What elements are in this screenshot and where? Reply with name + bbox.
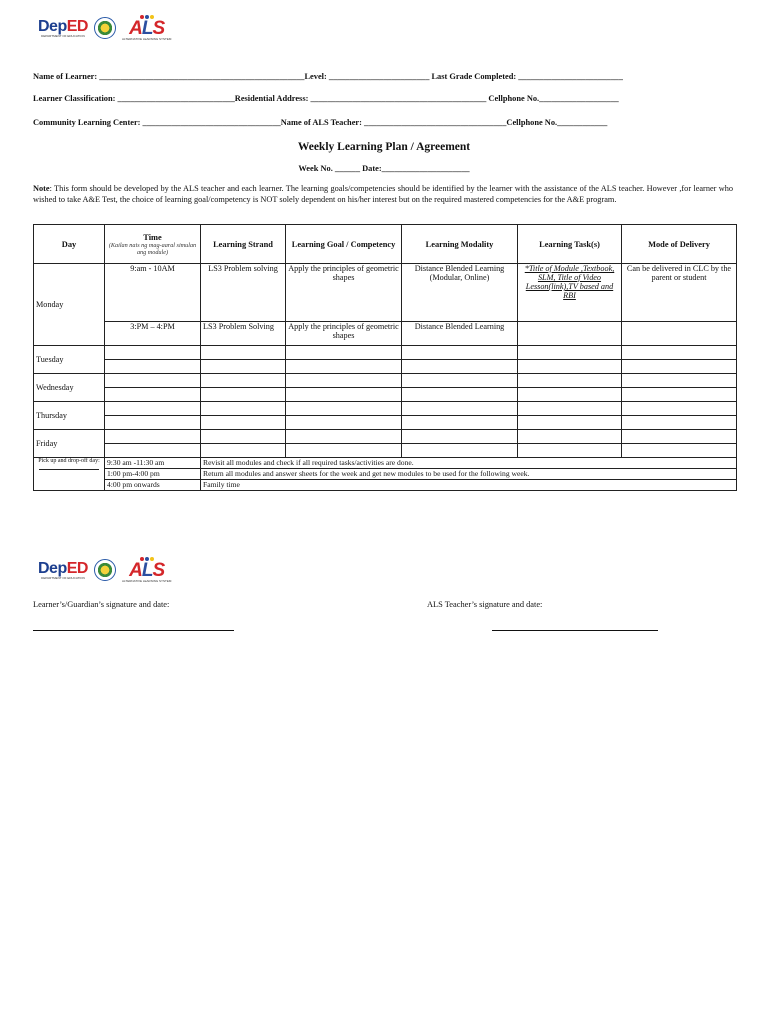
- header-modality: Learning Modality: [402, 225, 518, 264]
- cell[interactable]: [201, 360, 286, 374]
- cell[interactable]: [518, 388, 622, 402]
- learner-classification-line[interactable]: Learner Classification: ____________________________Residential Address: __________________________________________ Cellphone No.___________________: [33, 94, 619, 103]
- cell[interactable]: [201, 374, 286, 388]
- weekly-plan-table: [33, 224, 737, 491]
- cell[interactable]: [402, 374, 518, 388]
- cell[interactable]: [622, 444, 737, 458]
- cell[interactable]: [105, 402, 201, 416]
- cell[interactable]: [402, 402, 518, 416]
- table-row: [34, 374, 737, 388]
- cell[interactable]: [105, 360, 201, 374]
- monday-modality-2[interactable]: Distance Blended Learning: [402, 322, 518, 346]
- cell[interactable]: [286, 416, 402, 430]
- cell[interactable]: [105, 388, 201, 402]
- als-logo-footer: ALS ALTERNATIVE LEARNING SYSTEM: [122, 557, 171, 583]
- monday-goal-1[interactable]: Apply the principles of geometric shapes: [286, 264, 402, 322]
- header-delivery: Mode of Delivery: [622, 225, 737, 264]
- pickup-desc: Family time: [201, 480, 737, 491]
- name-of-learner-line[interactable]: Name of Learner: _________________________________________________Level: ________________________ Last Grade Completed: _________________________: [33, 72, 623, 81]
- pickup-desc: Revisit all modules and check if all required tasks/activities are done.: [201, 458, 737, 469]
- table-row: [34, 469, 737, 480]
- deped-seal-icon: [94, 17, 116, 39]
- pickup-day-cell: [34, 458, 105, 491]
- cell[interactable]: [622, 402, 737, 416]
- week-date-line[interactable]: Week No. ______ Date:_____________________: [298, 164, 470, 173]
- cell[interactable]: [518, 430, 622, 444]
- cell[interactable]: [402, 360, 518, 374]
- table-row: [34, 444, 737, 458]
- learner-signature-label: Learner’s/Guardian’s signature and date:: [33, 600, 170, 609]
- cell[interactable]: [286, 360, 402, 374]
- header-time-sub: (Kailan nais ng mag-aaral simulan ang module): [108, 241, 197, 256]
- cell[interactable]: [402, 388, 518, 402]
- table-row: [34, 346, 737, 360]
- cell[interactable]: [201, 430, 286, 444]
- cell[interactable]: [518, 416, 622, 430]
- monday-goal-2[interactable]: Apply the principles of geometric shapes: [286, 322, 402, 346]
- monday-modality-1[interactable]: Distance Blended Learning (Modular, Online): [402, 264, 518, 322]
- cell[interactable]: [286, 346, 402, 360]
- cell[interactable]: [518, 346, 622, 360]
- deped-logo: DepED DEPARTMENT OF EDUCATION: [38, 17, 88, 38]
- cell[interactable]: [518, 360, 622, 374]
- day-tuesday: Tuesday: [34, 346, 105, 374]
- cell[interactable]: [518, 402, 622, 416]
- day-monday: Monday: [34, 264, 105, 346]
- teacher-signature-label: ALS Teacher’s signature and date:: [427, 600, 543, 609]
- cell[interactable]: [201, 444, 286, 458]
- teacher-signature-line[interactable]: [492, 630, 658, 631]
- monday-delivery-1[interactable]: Can be delivered in CLC by the parent or student: [622, 264, 737, 322]
- table-row: [34, 360, 737, 374]
- header-strand: Learning Strand: [201, 225, 286, 264]
- table-row: [34, 480, 737, 491]
- cell[interactable]: [286, 388, 402, 402]
- cell[interactable]: [622, 360, 737, 374]
- cell[interactable]: [105, 416, 201, 430]
- cell[interactable]: [402, 430, 518, 444]
- cell[interactable]: [622, 416, 737, 430]
- monday-task-1[interactable]: *Title of Module ,Textbook, SLM, Title of Video Lesson(link),TV based and RBI: [518, 264, 622, 322]
- header-time-label: Time: [143, 232, 162, 242]
- monday-strand-1[interactable]: LS3 Problem solving: [201, 264, 286, 322]
- monday-task-2[interactable]: [518, 322, 622, 346]
- day-wednesday: Wednesday: [34, 374, 105, 402]
- pickup-label: Pick up and drop-off day:: [38, 458, 100, 464]
- als-logo: ALS ALTERNATIVE LEARNING SYSTEM: [122, 15, 171, 41]
- pickup-time: 1:00 pm-4:00 pm: [105, 469, 201, 480]
- cell[interactable]: [286, 430, 402, 444]
- cell[interactable]: [201, 402, 286, 416]
- table-row: [34, 458, 737, 469]
- cell[interactable]: [201, 416, 286, 430]
- monday-delivery-2[interactable]: [622, 322, 737, 346]
- monday-time-2[interactable]: 3:PM – 4:PM: [105, 322, 201, 346]
- community-learning-center-line[interactable]: Community Learning Center: _________________________________Name of ALS Teacher: __________________________________Cellphone No.____________: [33, 118, 608, 127]
- header-task: Learning Task(s): [518, 225, 622, 264]
- cell[interactable]: [518, 374, 622, 388]
- cell[interactable]: [402, 346, 518, 360]
- header-day: Day: [34, 225, 105, 264]
- cell[interactable]: [518, 444, 622, 458]
- cell[interactable]: [622, 388, 737, 402]
- header-goal: Learning Goal / Competency: [286, 225, 402, 264]
- page-title: Weekly Learning Plan / Agreement: [297, 141, 471, 153]
- cell[interactable]: [105, 374, 201, 388]
- cell[interactable]: [105, 430, 201, 444]
- cell[interactable]: [402, 444, 518, 458]
- pickup-time: 9:30 am -11:30 am: [105, 458, 201, 469]
- cell[interactable]: [622, 346, 737, 360]
- day-thursday: Thursday: [34, 402, 105, 430]
- pickup-day-blank[interactable]: [39, 469, 99, 470]
- deped-seal-icon: [94, 559, 116, 581]
- cell[interactable]: [286, 444, 402, 458]
- note-label: Note: [33, 184, 50, 193]
- day-friday: Friday: [34, 430, 105, 458]
- pickup-desc: Return all modules and answer sheets for the week and get new modules to be used for the following week.: [201, 469, 737, 480]
- table-row: [34, 416, 737, 430]
- cell[interactable]: [286, 374, 402, 388]
- learner-signature-line[interactable]: [33, 630, 234, 631]
- table-row: [34, 388, 737, 402]
- footer-logos: [38, 557, 171, 583]
- note-paragraph: [33, 183, 733, 205]
- cell[interactable]: [105, 444, 201, 458]
- table-header-row: [34, 225, 737, 264]
- table-row: [34, 264, 737, 322]
- cell[interactable]: [201, 388, 286, 402]
- cell[interactable]: [286, 402, 402, 416]
- monday-strand-2[interactable]: LS3 Problem Solving: [201, 322, 286, 346]
- header-logos: [38, 15, 171, 41]
- deped-logo-footer: DepED DEPARTMENT OF EDUCATION: [38, 559, 88, 580]
- table-row: [34, 430, 737, 444]
- header-time: [105, 225, 201, 264]
- table-row: [34, 322, 737, 346]
- monday-time-1[interactable]: 9:am - 10AM: [105, 264, 201, 322]
- cell[interactable]: [105, 346, 201, 360]
- cell[interactable]: [622, 374, 737, 388]
- cell[interactable]: [622, 430, 737, 444]
- cell[interactable]: [402, 416, 518, 430]
- table-row: [34, 402, 737, 416]
- cell[interactable]: [201, 346, 286, 360]
- pickup-time: 4:00 pm onwards: [105, 480, 201, 491]
- note-text: : This form should be developed by the ALS teacher and each learner. The learning goals/competencies should be identified by the learner with the assistance of the ALS teacher. However ,for learner who wished to take A&E Test, the choice of learning goal/competency is NOT solely dependent on his/her interest but on the required mastered competencies for the A&E program.: [33, 184, 733, 204]
